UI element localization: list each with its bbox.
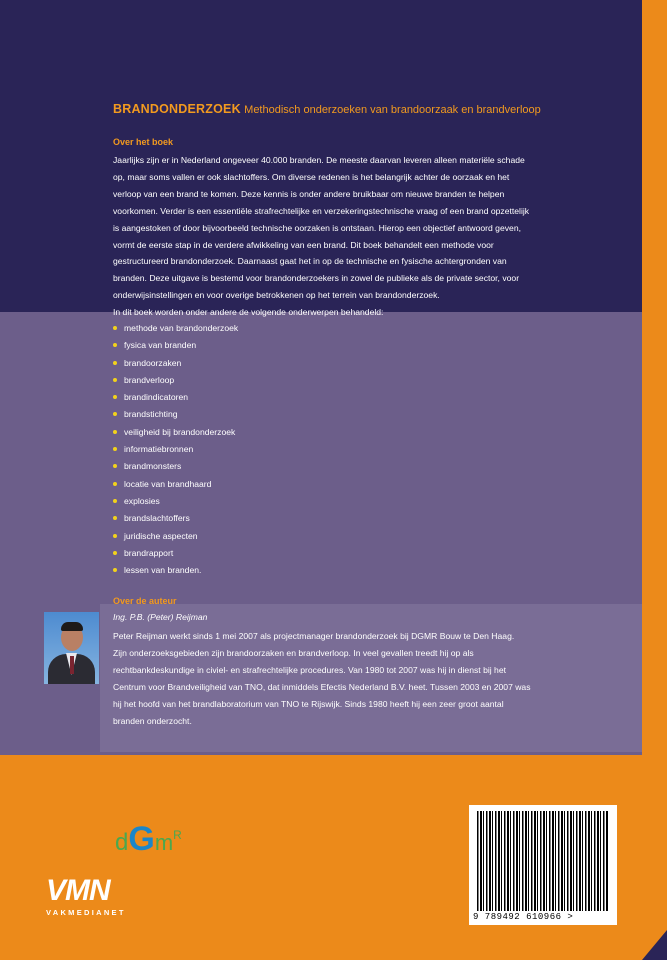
isbn-barcode: [469, 805, 617, 925]
bullet-icon: [113, 412, 117, 416]
topic-list: [113, 320, 238, 579]
about-author-line: Peter Reijman werkt sinds 1 mei 2007 als projectmanager brandonderzoek bij DGMR Bouw te Den Haag.: [113, 631, 515, 641]
about-book-line: vormt de eerste stap in de verdere afwikkeling van een brand. Dit boek behandelt een methode voor: [113, 239, 494, 250]
about-book-text: [113, 152, 593, 321]
topic-item: brandverloop: [113, 372, 238, 389]
bullet-icon: [113, 326, 117, 330]
topic-item: explosies: [113, 493, 238, 510]
barcode-bars: [477, 811, 609, 911]
bullet-icon: [113, 447, 117, 451]
about-book-line: voorkomen. Verder is een essentiële strafrechtelijke en verzekeringstechnische vraag of een brand opzettelijk: [113, 205, 530, 216]
about-author-line: Centrum voor Brandveiligheid van TNO, dat inmiddels Efectis Nederland B.V. heet. Tussen 2003 en 2007 was: [113, 681, 531, 692]
barcode-number: 9 789492 610966 >: [473, 912, 574, 922]
about-book-line: verloop van een brand te komen. Deze kennis is onder andere bruikbaar om nieuwe branden te helpen: [113, 188, 505, 199]
about-book-line: onderwijsinstellingen en voor overige betrokkenen op het terrein van brandonderzoek.: [113, 290, 440, 301]
topic-item: brandindicatoren: [113, 389, 238, 406]
about-book-line: branden. Deze uitgave is bestemd voor brandonderzoekers in zowel de publieke als de private sector, voor: [113, 273, 520, 284]
dgmr-logo: dGm$^R$: [115, 820, 182, 858]
bullet-icon: [113, 534, 117, 538]
bullet-icon: [113, 395, 117, 399]
topic-item: brandslachtoffers: [113, 510, 238, 527]
topic-item: locatie van brandhaard: [113, 476, 238, 493]
topic-item: brandoorzaken: [113, 355, 238, 372]
title-main: BRANDONDERZOEK: [113, 102, 241, 116]
vmn-logo: VMN: [46, 874, 110, 907]
topic-item: informatiebronnen: [113, 441, 238, 458]
about-author-heading: Over de auteur: [113, 596, 177, 606]
about-author-text: [113, 628, 618, 729]
about-author-line: branden onderzocht.: [113, 715, 192, 726]
topic-item: brandstichting: [113, 406, 238, 423]
title-subtitle: Methodisch onderzoeken van brandoorzaak en brandverloop: [244, 104, 541, 116]
topic-item: brandrapport: [113, 545, 238, 562]
bullet-icon: [113, 430, 117, 434]
about-book-line: Jaarlijks zijn er in Nederland ongeveer 40.000 branden. De meeste daarvan leveren alleen materiële schade: [113, 155, 525, 165]
topic-item: veiligheid bij brandonderzoek: [113, 424, 238, 441]
vmn-logo-subtitle: VAKMEDIANET: [46, 908, 126, 917]
about-book-line: is aangestoken of door bijvoorbeeld technische oorzaken is ontstaan. Hierop een objectief antwoord geven,: [113, 222, 521, 233]
topic-item: juridische aspecten: [113, 528, 238, 545]
bullet-icon: [113, 482, 117, 486]
bullet-icon: [113, 378, 117, 382]
bullet-icon: [113, 499, 117, 503]
about-author-line: hij het hoofd van het brandlaboratorium van TNO te Rijswijk. Sinds 1980 heeft hij een zeer groot aantal: [113, 698, 504, 709]
about-book-line: gestructureerd brandonderzoek. Daarnaast gaat het in op de technische en fysische achtergronden van: [113, 256, 507, 267]
bullet-icon: [113, 361, 117, 365]
about-book-line: In dit boek worden onder andere de volgende onderwerpen behandeld:: [113, 307, 384, 318]
author-photo: [44, 612, 99, 684]
corner-accent: [642, 930, 667, 960]
bullet-icon: [113, 551, 117, 555]
bullet-icon: [113, 343, 117, 347]
about-author-line: rechtbankdeskundige in civiel- en strafrechtelijke procedures. Van 1980 tot 2007 was hij in dienst bij het: [113, 664, 506, 675]
author-name: Ing. P.B. (Peter) Reijman: [113, 612, 208, 622]
book-title: [113, 101, 633, 118]
bullet-icon: [113, 464, 117, 468]
about-book-line: op, maar soms vallen er ook slachtoffers. Om diverse redenen is het belangrijk achter de oorzaak en het: [113, 171, 510, 182]
topic-item: brandmonsters: [113, 458, 238, 475]
topic-item: lessen van branden.: [113, 562, 238, 579]
topic-item: methode van brandonderzoek: [113, 320, 238, 337]
bullet-icon: [113, 516, 117, 520]
about-author-line: Zijn onderzoeksgebieden zijn brandoorzaken en brandverloop. In veel gevallen treedt hij op als: [113, 647, 474, 658]
bullet-icon: [113, 568, 117, 572]
topic-item: fysica van branden: [113, 337, 238, 354]
about-book-heading: Over het boek: [113, 137, 174, 147]
